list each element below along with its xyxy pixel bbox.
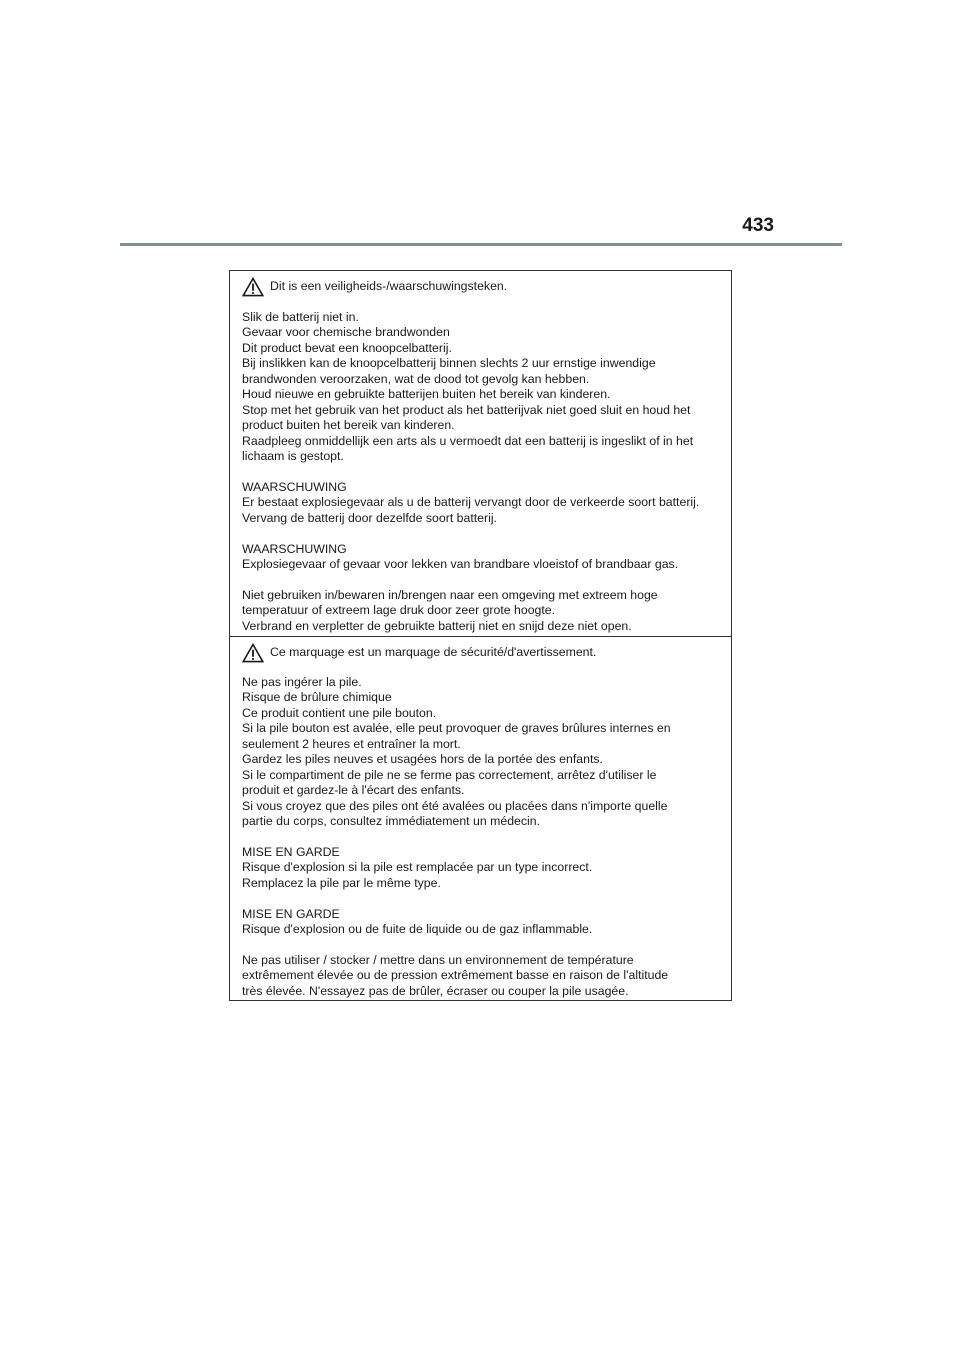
text-line: MISE EN GARDE	[242, 906, 340, 921]
french-warning-section	[230, 637, 731, 1000]
text-line: Ne pas utiliser / stocker / mettre dans un environnement de température	[242, 952, 634, 967]
text-line: Si le compartiment de pile ne se ferme pas correctement, arrêtez d'utiliser le	[242, 767, 657, 782]
text-line: Ce produit contient une pile bouton.	[242, 705, 437, 720]
paragraph-gap	[242, 937, 732, 952]
text-line: Raadpleeg onmiddellijk een arts als u vermoedt dat een batterij is ingeslikt of in het	[242, 433, 694, 448]
text-line: produit et gardez-le à l'écart des enfants.	[242, 783, 465, 798]
text-line: temperatuur of extreem lage druk door zeer grote hoogte.	[242, 603, 556, 618]
text-line: extrêmement élevée ou de pression extrêmement basse en raison de l'altitude	[242, 968, 669, 983]
text-line: partie du corps, consultez immédiatement un médecin.	[242, 813, 541, 828]
text-line: Si la pile bouton est avalée, elle peut provoquer de graves brûlures internes en	[242, 721, 671, 736]
text-line: WAARSCHUWING	[242, 479, 347, 494]
battery-warning-box	[229, 270, 732, 1001]
text-line: brandwonden veroorzaken, wat de dood tot gevolg kan hebben.	[242, 371, 590, 386]
text-line: Risque d'explosion si la pile est remplacée par un type incorrect.	[242, 860, 593, 875]
text-line: Si vous croyez que des piles ont été avalées ou placées dans n'importe quelle	[242, 798, 668, 813]
french-symbol-text: Ce marquage est un marquage de sécurité/d'avertissement.	[270, 645, 597, 660]
dutch-warning-section	[230, 271, 731, 636]
header-rule	[120, 243, 842, 246]
text-line: WAARSCHUWING	[242, 541, 347, 556]
page-number: 433	[742, 215, 774, 236]
paragraph-gap	[242, 829, 732, 844]
text-line: Slik de batterij niet in.	[242, 310, 359, 324]
text-line: Risque de brûlure chimique	[242, 690, 392, 705]
warning-triangle-icon	[242, 277, 264, 297]
dutch-body-text	[242, 310, 732, 634]
text-line: Gardez les piles neuves et usagées hors de la portée des enfants.	[242, 752, 603, 767]
text-line: Risque d'explosion ou de fuite de liquide ou de gaz inflammable.	[242, 922, 593, 936]
warning-triangle-icon	[242, 643, 264, 663]
paragraph-gap	[242, 572, 732, 587]
text-line: très élevée. N'essayez pas de brûler, écraser ou couper la pile usagée.	[242, 983, 629, 998]
text-line: seulement 2 heures et entraîner la mort.	[242, 736, 461, 751]
text-line: Stop met het gebruik van het product als het batterijvak niet goed sluit en houd het	[242, 402, 691, 417]
text-line: MISE EN GARDE	[242, 844, 340, 859]
text-line: Niet gebruiken in/bewaren in/brengen naar een omgeving met extreem hoge	[242, 587, 658, 602]
text-line: Bij inslikken kan de knoopcelbatterij binnen slechts 2 uur ernstige inwendige	[242, 356, 656, 371]
dutch-symbol-text: Dit is een veiligheids-/waarschuwingsteken.	[270, 279, 508, 294]
text-line: Ne pas ingérer la pile.	[242, 675, 362, 689]
french-symbol-line	[242, 643, 596, 663]
paragraph-gap	[242, 464, 732, 479]
paragraph-gap	[242, 526, 732, 541]
text-line: product buiten het bereik van kinderen.	[242, 418, 455, 433]
text-line: Houd nieuwe en gebruikte batterijen buiten het bereik van kinderen.	[242, 387, 611, 402]
dutch-symbol-line	[242, 277, 507, 297]
text-line: Remplacez la pile par le même type.	[242, 875, 441, 890]
text-line: Verbrand en verpletter de gebruikte batterij niet en snijd deze niet open.	[242, 618, 632, 633]
french-body-text	[242, 675, 732, 999]
text-line: Explosiegevaar of gevaar voor lekken van brandbare vloeistof of brandbaar gas.	[242, 557, 679, 571]
text-line: Vervang de batterij door dezelfde soort batterij.	[242, 510, 497, 525]
text-line: Er bestaat explosiegevaar als u de batterij vervangt door de verkeerde soort batterij.	[242, 495, 700, 510]
text-line: lichaam is gestopt.	[242, 448, 344, 463]
paragraph-gap	[242, 891, 732, 906]
text-line: Gevaar voor chemische brandwonden	[242, 325, 450, 340]
text-line: Dit product bevat een knoopcelbatterij.	[242, 340, 452, 355]
